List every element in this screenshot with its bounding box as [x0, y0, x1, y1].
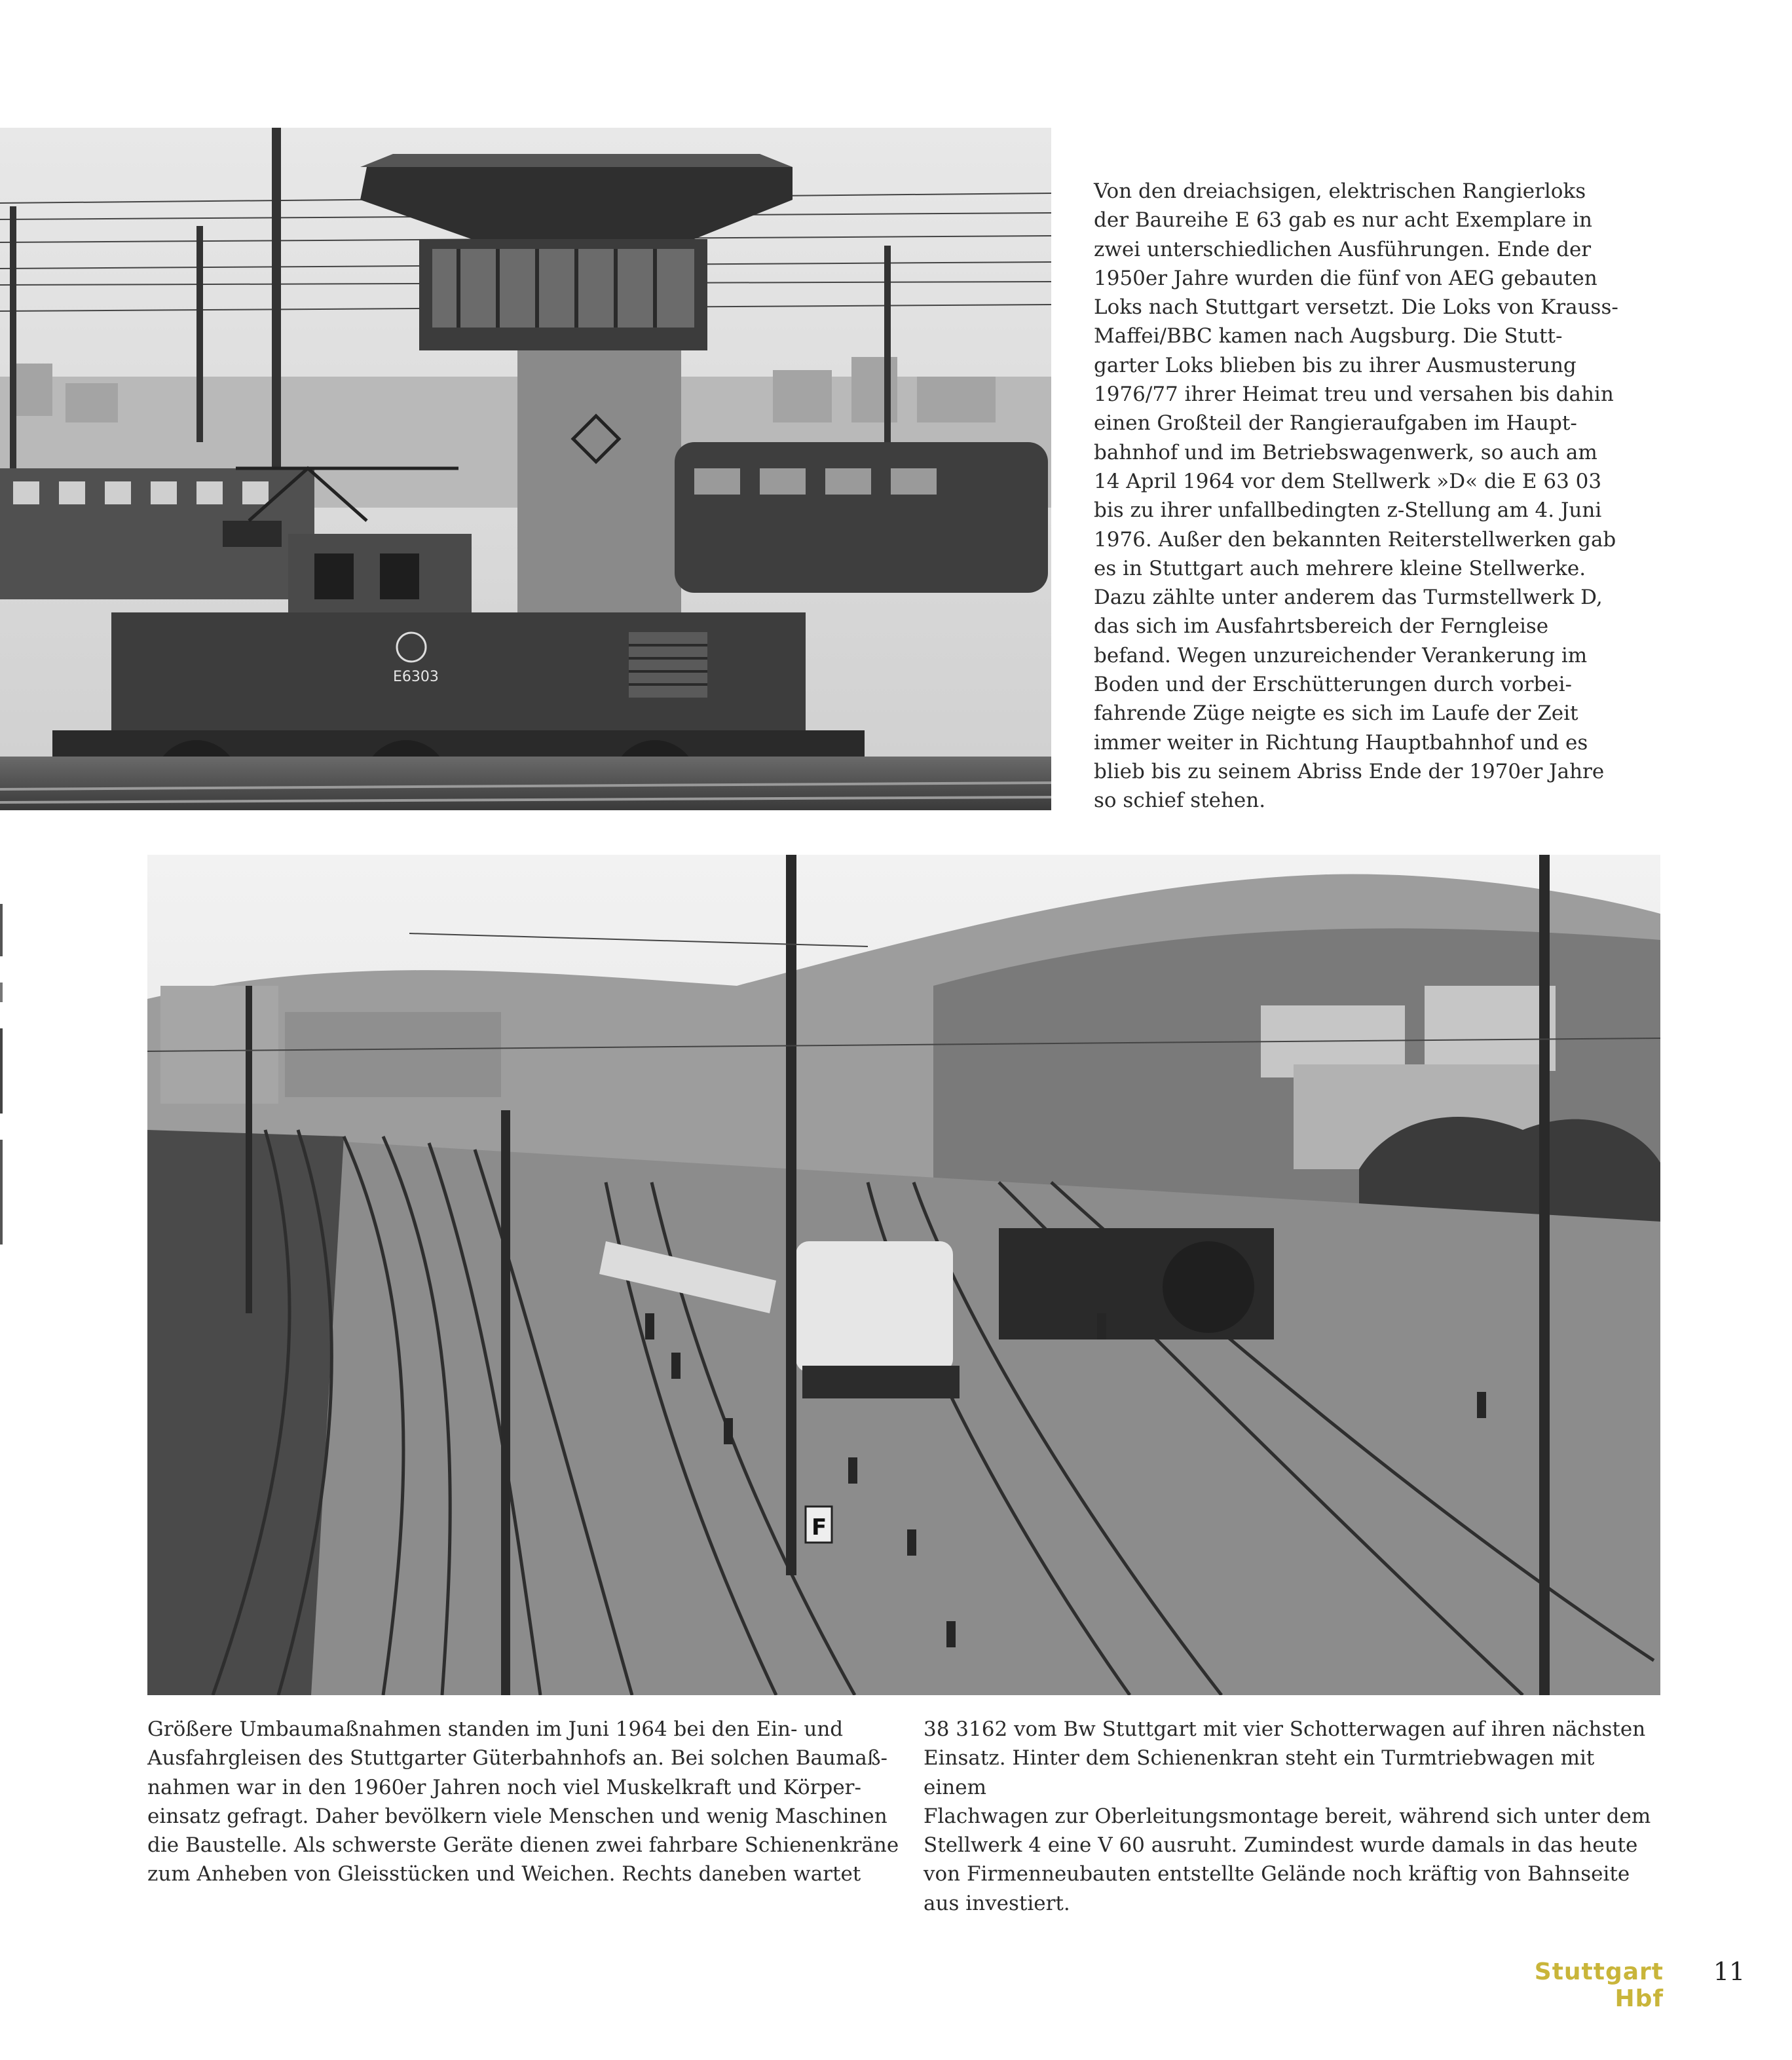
running-footer-section-title: Stuttgart Hbf — [1534, 1958, 1664, 2012]
page-edge-marks — [0, 904, 4, 1245]
photo-locomotive-signal-box — [0, 128, 1051, 810]
photo-freight-yard-construction — [147, 855, 1660, 1695]
page-number: 11 — [1713, 1957, 1745, 1986]
loco-number-plate: E6303 — [393, 669, 439, 685]
caption-bottom-photo-part2: 38 3162 vom Bw Stuttgart mit vier Schotterwagen auf ihren nächsten Einsatz. Hinter dem Schienenkran steht ein Turmtriebwagen mit einem Flachwagen zur Oberleitungsmontage bereit, während sich unter dem Stellwerk 4 eine V 60 ausruht. Zumindest wurde damals in das heute von Firmenneubauten entstellte Gelände noch kräftig von Bahnseite aus investiert. — [924, 1717, 1651, 1915]
photo-locomotive-image — [0, 128, 1051, 810]
caption-bottom-photo-part1: Größere Umbaumaßnahmen standen im Juni 1964 bei den Ein- und Ausfahrgleisen des Stuttgarter Güterbahnhofs an. Bei solchen Baumaß- nahmen war in den 1960er Jahren noch viel Muskelkraft und Körper- einsatz gefragt. Daher bevölkern viele Menschen und wenig Maschinen die Baustelle. Als schwerste Geräte dienen zwei fahrbare Schienenkräne zum Anheben von Gleisstücken und Weichen. Rechts daneben wartet — [147, 1717, 899, 1886]
photo-construction-image — [147, 855, 1660, 1695]
track-sign-letter: F — [812, 1514, 827, 1541]
caption-top-photo: Von den dreiachsigen, elektrischen Rangierloks der Baureihe E 63 gab es nur acht Exemplare in zwei unterschiedlichen Ausführungen. Ende der 1950er Jahre wurden die fünf von AEG gebauten Loks nach Stuttgart versetzt. Die Loks von Krauss- Maffei/BBC kamen nach Augsburg. Die Stutt- garter Loks blieben bis zu ihrer Ausmusterung 1976/77 ihrer Heimat treu und versahen bis dahin einen Großteil der Rangieraufgaben im Haupt- bahnhof und im Betriebswagenwerk, so auch am 14 April 1964 vor dem Stellwerk »D« die E 63 03 bis zu ihrer unfallbedingten z-Stellung am 4. Juni 1976. Außer den bekannten Reiterstellwerken gab es in Stuttgart auch mehrere kleine Stellwerke. Dazu zählte unter anderem das Turmstellwerk D, das sich im Ausfahrtsbereich der Ferngleise befand. Wegen unzureichender Verankerung im Boden und der Erschütterungen durch vorbei- fahrende Züge neigte es sich im Laufe der Zeit immer weiter in Richtung Hauptbahnhof und es blieb bis zu seinem Abriss Ende der 1970er Jahre so schief stehen. — [1094, 179, 1618, 813]
